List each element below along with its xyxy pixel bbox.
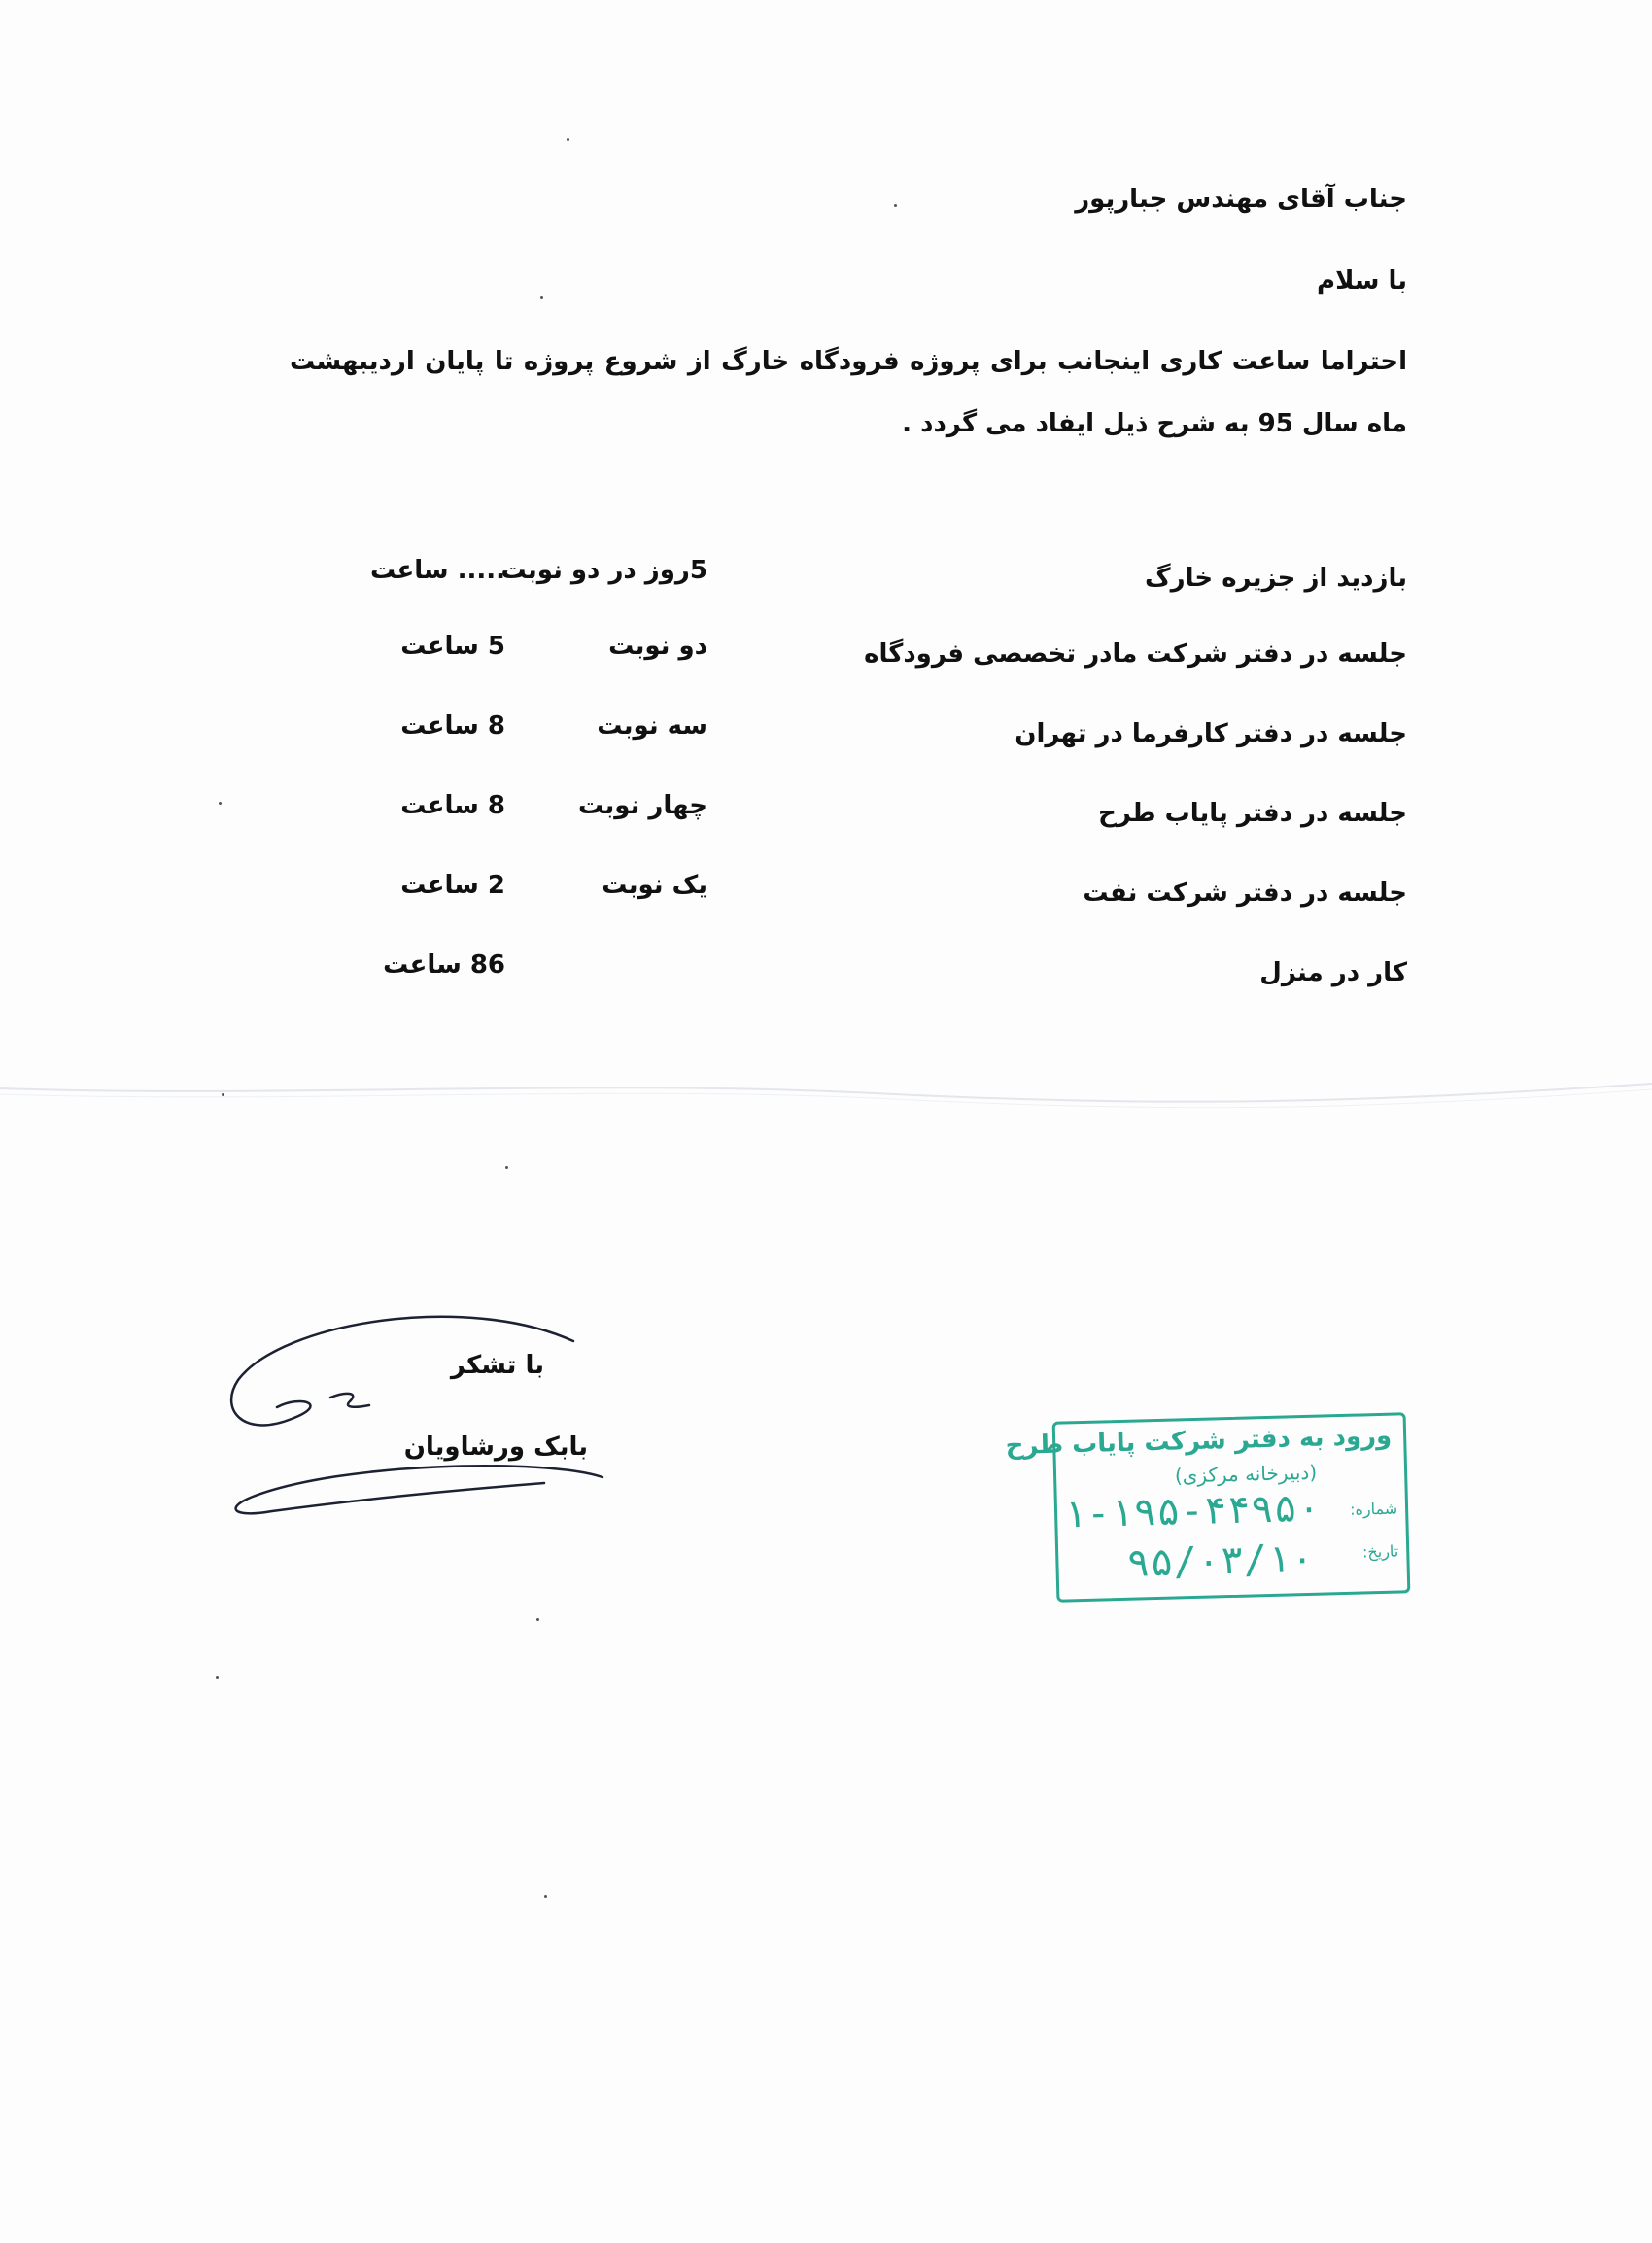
scan-speck: [505, 1166, 508, 1169]
item-description: جلسه در دفتر پایاب طرح: [1098, 799, 1407, 828]
scan-speck: [222, 1093, 224, 1096]
scan-speck: [219, 802, 222, 805]
item-hours: 5 ساعت: [400, 632, 505, 661]
letter-greeting: با سلام: [1317, 266, 1407, 295]
stamp-subtitle: (دبیرخانه مرکزی): [1174, 1460, 1318, 1488]
letter-body: احتراما ساعت کاری اینجانب برای پروژه فرودگاه خارگ از شروع پروژه تا پایان اردیبهشت ماه سال 95 به شرح ذیل ایفاد می گردد .: [290, 347, 1407, 438]
item-count: دو نوبت: [608, 632, 707, 661]
signature-mark: [224, 1302, 632, 1555]
scan-speck: [540, 296, 543, 299]
stamp-date-label: تاریخ:: [1361, 1541, 1399, 1562]
item-hours: 86 ساعت: [383, 950, 505, 980]
scan-speck: [544, 1895, 547, 1898]
stamp-date: ۹۵/۰۳/۱۰: [1125, 1536, 1315, 1586]
item-description: بازدید از جزیره خارگ: [1145, 564, 1407, 593]
scan-speck: [216, 1676, 219, 1679]
scan-speck: [567, 138, 569, 141]
letter-closing: با تشکر: [450, 1351, 544, 1380]
stamp-number-label: شماره:: [1349, 1499, 1398, 1519]
scan-speck: [536, 1618, 539, 1621]
item-description: جلسه در دفتر کارفرما در تهران: [1015, 719, 1407, 748]
item-hours: 8 ساعت: [400, 711, 505, 741]
stamp-number: ۱-۱۹۵-۴۴۹۵۰: [1062, 1485, 1322, 1537]
item-count: یک نوبت: [602, 871, 707, 900]
item-hours: 8 ساعت: [400, 791, 505, 820]
signer-name: بابک ورشاویان: [403, 1432, 588, 1462]
stamp-title: ورود به دفتر شرکت پایاب طرح: [1005, 1421, 1393, 1462]
letter-salutation: جناب آقای مهندس جبارپور: [1075, 185, 1407, 214]
item-count: 5روز در دو نوبت: [500, 556, 707, 585]
item-description: جلسه در دفتر شرکت مادر تخصصی فرودگاه: [864, 639, 1407, 669]
paper-fold-crease: [0, 1069, 1652, 1127]
item-count: چهار نوبت: [577, 791, 707, 820]
scan-speck: [894, 204, 897, 207]
item-description: جلسه در دفتر شرکت نفت: [1083, 879, 1407, 908]
item-count: سه نوبت: [597, 711, 707, 741]
item-description: کار در منزل: [1259, 958, 1407, 987]
item-hours: 2 ساعت: [400, 871, 505, 900]
item-hours: ..... ساعت: [369, 556, 505, 585]
registry-stamp: [1005, 1412, 1411, 1602]
